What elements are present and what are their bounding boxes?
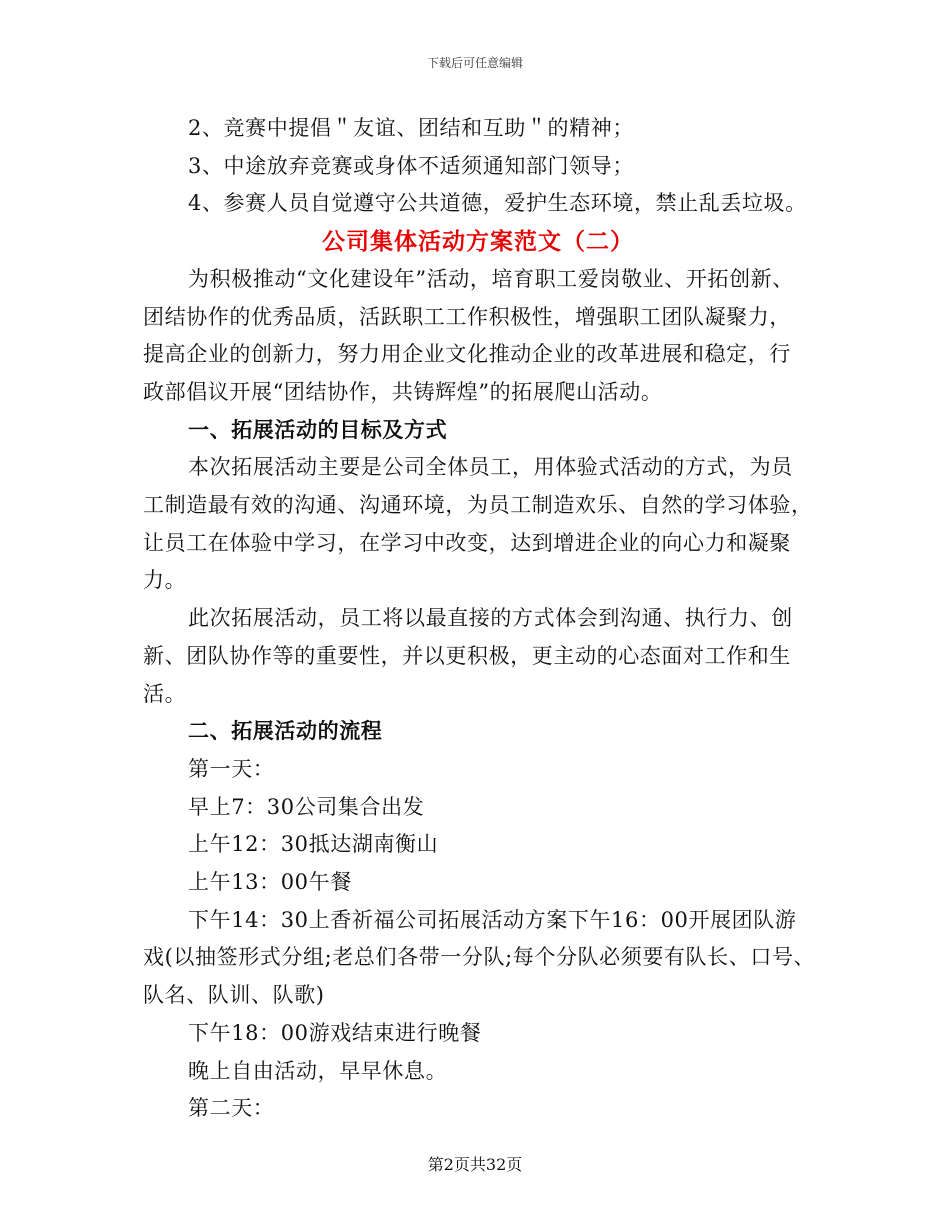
schedule-item: 晚上自由活动，早早休息。 (188, 1058, 448, 1083)
list-item: 4、参赛人员自觉遵守公共道德，爱护生态环境，禁止乱丢垃圾。 (188, 191, 807, 216)
document-body (143, 110, 816, 1128)
intro-line: 为积极推动“文化建设年”活动，培育职工爱岗敬业、开拓创新、 (188, 266, 794, 291)
paragraph-line: 此次拓展活动，员工将以最直接的方式体会到沟通、执行力、创 (188, 606, 793, 631)
intro-line: 政部倡议开展“团结协作，共铸辉煌”的拓展爬山活动。 (143, 379, 663, 404)
paragraph-line: 让员工在体验中学习，在学习中改变，达到增进企业的向心力和凝聚 (143, 530, 791, 555)
page-number: 第2页共32页 (427, 1155, 523, 1174)
paragraph-line: 工制造最有效的沟通、沟通环境，为员工制造欢乐、自然的学习体验， (143, 493, 813, 518)
schedule-item: 戏(以抽签形式分组;老总们各带一分队;每个分队必须要有队长、口号、 (143, 945, 816, 970)
intro-line: 团结协作的优秀品质，活跃职工工作积极性，增强职工团队凝聚力， (143, 304, 791, 329)
list-item: 2、竞赛中提倡＂友谊、团结和互助＂的精神； (188, 116, 634, 140)
schedule-item: 下午18：00游戏结束进行晚餐 (188, 1020, 482, 1045)
schedule-item: 上午12：30抵达湖南衡山 (188, 832, 439, 857)
section-heading-process: 二、拓展活动的流程 (188, 719, 383, 744)
header-note: 下载后可任意编辑 (426, 56, 523, 70)
schedule-day-label: 第二天： (188, 1096, 275, 1121)
paragraph-line: 力。 (143, 568, 187, 593)
schedule-day-label: 第一天： (188, 756, 275, 781)
list-item: 3、中途放弃竞赛或身体不适须通知部门领导； (188, 153, 634, 178)
section-heading-goals: 一、拓展活动的目标及方式 (188, 417, 448, 442)
paragraph-line: 新、团队协作等的重要性，并以更积极，更主动的心态面对工作和生 (143, 643, 791, 668)
intro-line: 提高企业的创新力，努力用企业文化推动企业的改革进展和稳定，行 (143, 342, 791, 367)
schedule-item: 上午13：00午餐 (188, 870, 352, 895)
paragraph-line: 活。 (143, 681, 187, 706)
document-title: 公司集体活动方案范文（二） (322, 228, 634, 256)
schedule-item: 下午14：30上香祈福公司拓展活动方案下午16：00开展团队游 (188, 907, 797, 932)
schedule-item: 队名、队训、队歌) (143, 983, 325, 1008)
paragraph-line: 本次拓展活动主要是公司全体员工，用体验式活动的方式，为员 (188, 455, 793, 480)
schedule-item: 早上7：30公司集合出发 (188, 794, 425, 819)
